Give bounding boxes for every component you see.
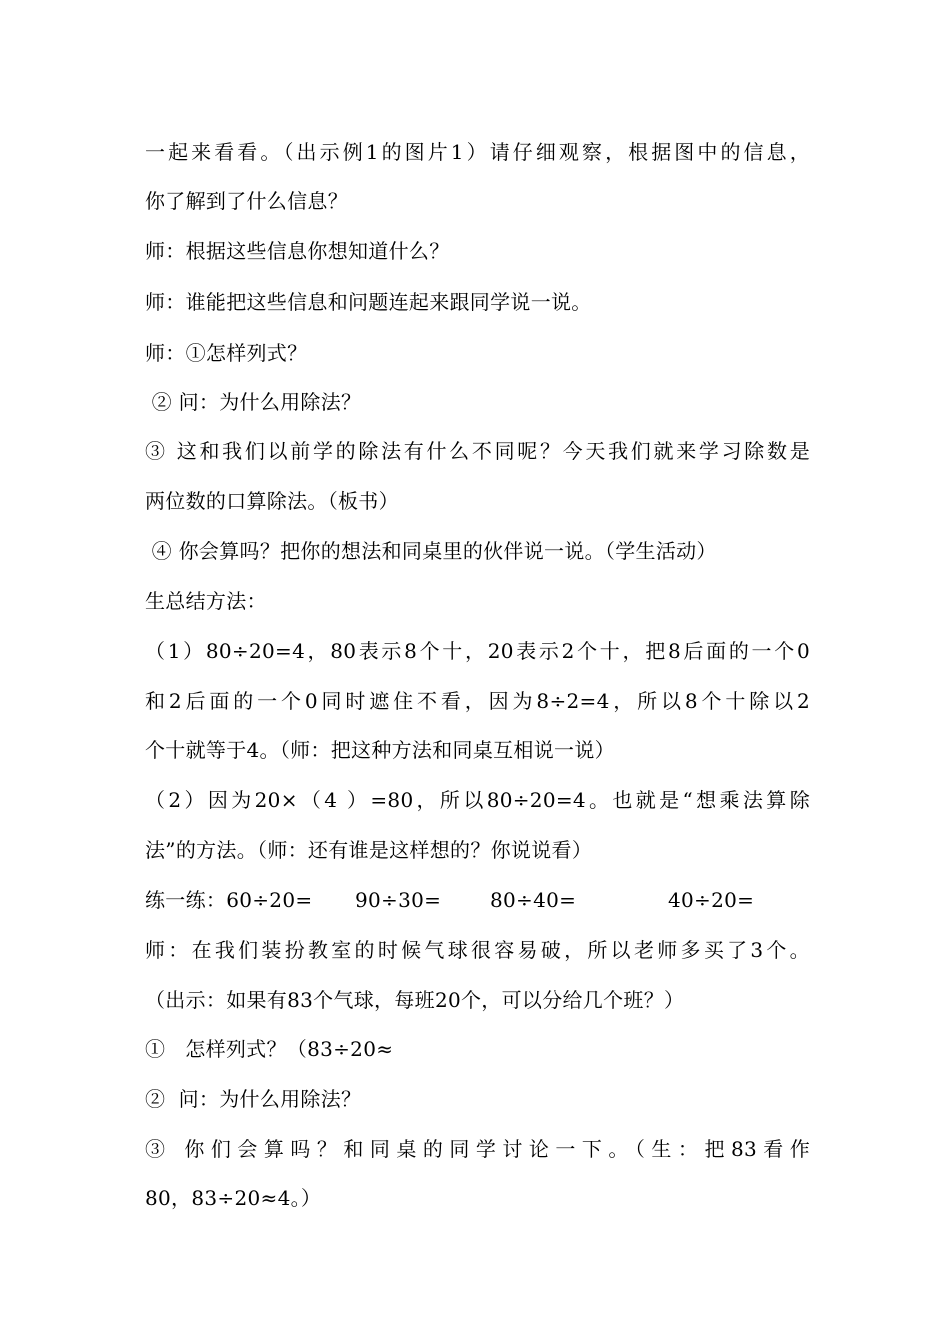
text-line-2: 你了解到了什么信息？ [145, 189, 348, 213]
practice-line [145, 887, 810, 913]
text-line-11: （1）80÷20=4，80表示8个十，20表示2个十，把8后面的一个0 [145, 639, 810, 663]
text-line-14: （2）因为20×（4 ）=80，所以80÷20=4。也就是“想乘法算除 [145, 788, 810, 812]
practice-item-3: 80÷40= [490, 888, 577, 912]
practice-label: 练一练：60÷20= [145, 888, 313, 912]
text-line-4: 师：谁能把这些信息和问题连起来跟同学说一说。 [145, 290, 592, 314]
text-line-8: 两位数的口算除法。（板书） [145, 489, 399, 513]
text-line-7: ③ 这和我们以前学的除法有什么不同呢？今天我们就来学习除数是 [145, 439, 810, 463]
practice-item-2: 90÷30= [355, 888, 442, 912]
text-line-12: 和2后面的一个0同时遮住不看，因为8÷2=4，所以8个十除以2 [145, 689, 810, 713]
text-line-19: ② 问：为什么用除法？ [145, 1087, 362, 1111]
text-line-17: （出示：如果有83个气球，每班20个，可以分给几个班？） [145, 988, 685, 1012]
text-line-13: 个十就等于4。（师：把这种方法和同桌互相说一说） [145, 738, 615, 762]
text-line-21: 80，83÷20≈4。） [145, 1186, 322, 1210]
text-line-3: 师：根据这些信息你想知道什么？ [145, 239, 450, 263]
text-line-18: ① 怎样列式？（83÷20≈ [145, 1037, 394, 1061]
practice-item-4: 40÷20= [668, 888, 755, 912]
text-line-5: 师：①怎样列式？ [145, 341, 308, 365]
text-line-6: ② 问：为什么用除法？ [145, 390, 362, 414]
text-line-15: 法”的方法。（师：还有谁是这样想的？你说说看） [145, 838, 593, 862]
text-line-9: ④ 你会算吗？把你的想法和同桌里的伙伴说一说。（学生活动） [145, 539, 717, 563]
text-line-1: 一起来看看。（出示例1的图片1）请仔细观察，根据图中的信息， [145, 140, 810, 164]
text-line-10: 生总结方法： [145, 589, 267, 613]
text-line-16: 师：在我们装扮教室的时候气球很容易破，所以老师多买了3个。 [145, 938, 810, 962]
text-line-20: ③ 你们会算吗？和同桌的同学讨论一下。（生：把83看作 [145, 1137, 810, 1161]
